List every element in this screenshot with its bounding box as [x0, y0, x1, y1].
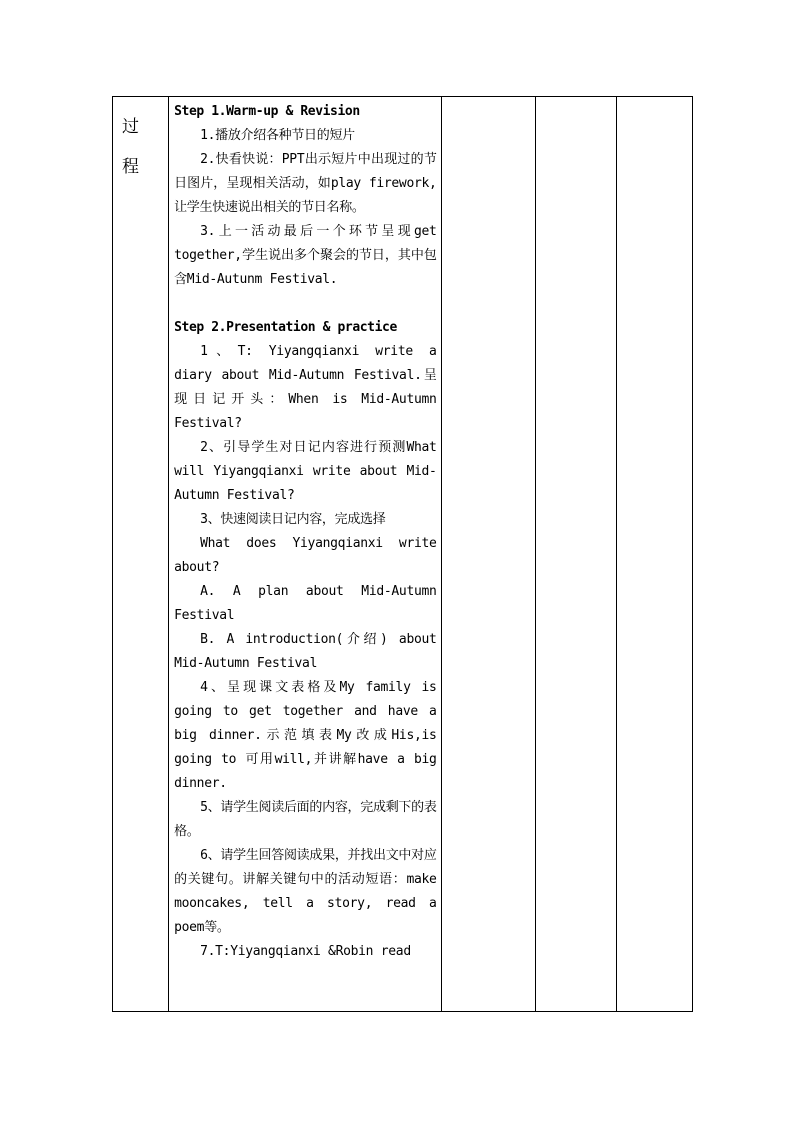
lesson-plan-table — [112, 96, 693, 1012]
label-char: 程 — [122, 157, 139, 177]
table-row — [113, 97, 693, 1012]
paragraph: 3、快速阅读日记内容，完成选择 — [200, 512, 386, 527]
paragraph: 3.上一活动最后一个环节呈现get together,学生说出多个聚会的节日，其中包含Mid-Autunm Festival. — [174, 224, 437, 287]
paragraph: 5、请学生阅读后面的内容，完成剩下的表格。 — [174, 800, 437, 839]
paragraph: A. A plan about Mid-Autumn Festival — [174, 584, 437, 623]
process-label-cell — [113, 97, 169, 1012]
paragraph: 7.T:Yiyangqianxi &Robin read — [200, 944, 411, 959]
step-heading: Step 1.Warm-up & Revision — [174, 104, 360, 119]
step-heading: Step 2.Presentation & practice — [174, 320, 397, 335]
paragraph: B. A introduction(介绍) about Mid-Autumn Festival — [174, 632, 437, 671]
paragraph: What does Yiyangqianxi write about? — [174, 536, 437, 575]
label-char: 过 — [122, 117, 139, 137]
empty-cell — [535, 97, 616, 1012]
paragraph: 1.播放介绍各种节日的短片 — [200, 128, 355, 143]
paragraph: 4、呈现课文表格及My family is going to get together and have a big dinner.示范填表My改成His,is going to 可用will,并讲解have a big dinner. — [174, 680, 437, 791]
paragraph: 2.快看快说：PPT出示短片中出现过的节日图片，呈现相关活动，如play firework,让学生快速说出相关的节日名称。 — [174, 152, 437, 215]
paragraph: 1、T: Yiyangqianxi write a diary about Mid-Autumn Festival.呈现日记开头：When is Mid-Autumn Festival? — [174, 344, 437, 431]
blank-line — [174, 292, 436, 316]
empty-cell — [441, 97, 535, 1012]
paragraph: 6、请学生回答阅读成果，并找出文中对应的关键句。讲解关键句中的活动短语：make mooncakes, tell a story, read a poem等。 — [174, 848, 437, 935]
paragraph: 2、引导学生对日记内容进行预测What will Yiyangqianxi write about Mid-Autumn Festival? — [174, 440, 437, 503]
empty-cell — [616, 97, 692, 1012]
procedure-content-cell — [169, 97, 441, 1012]
